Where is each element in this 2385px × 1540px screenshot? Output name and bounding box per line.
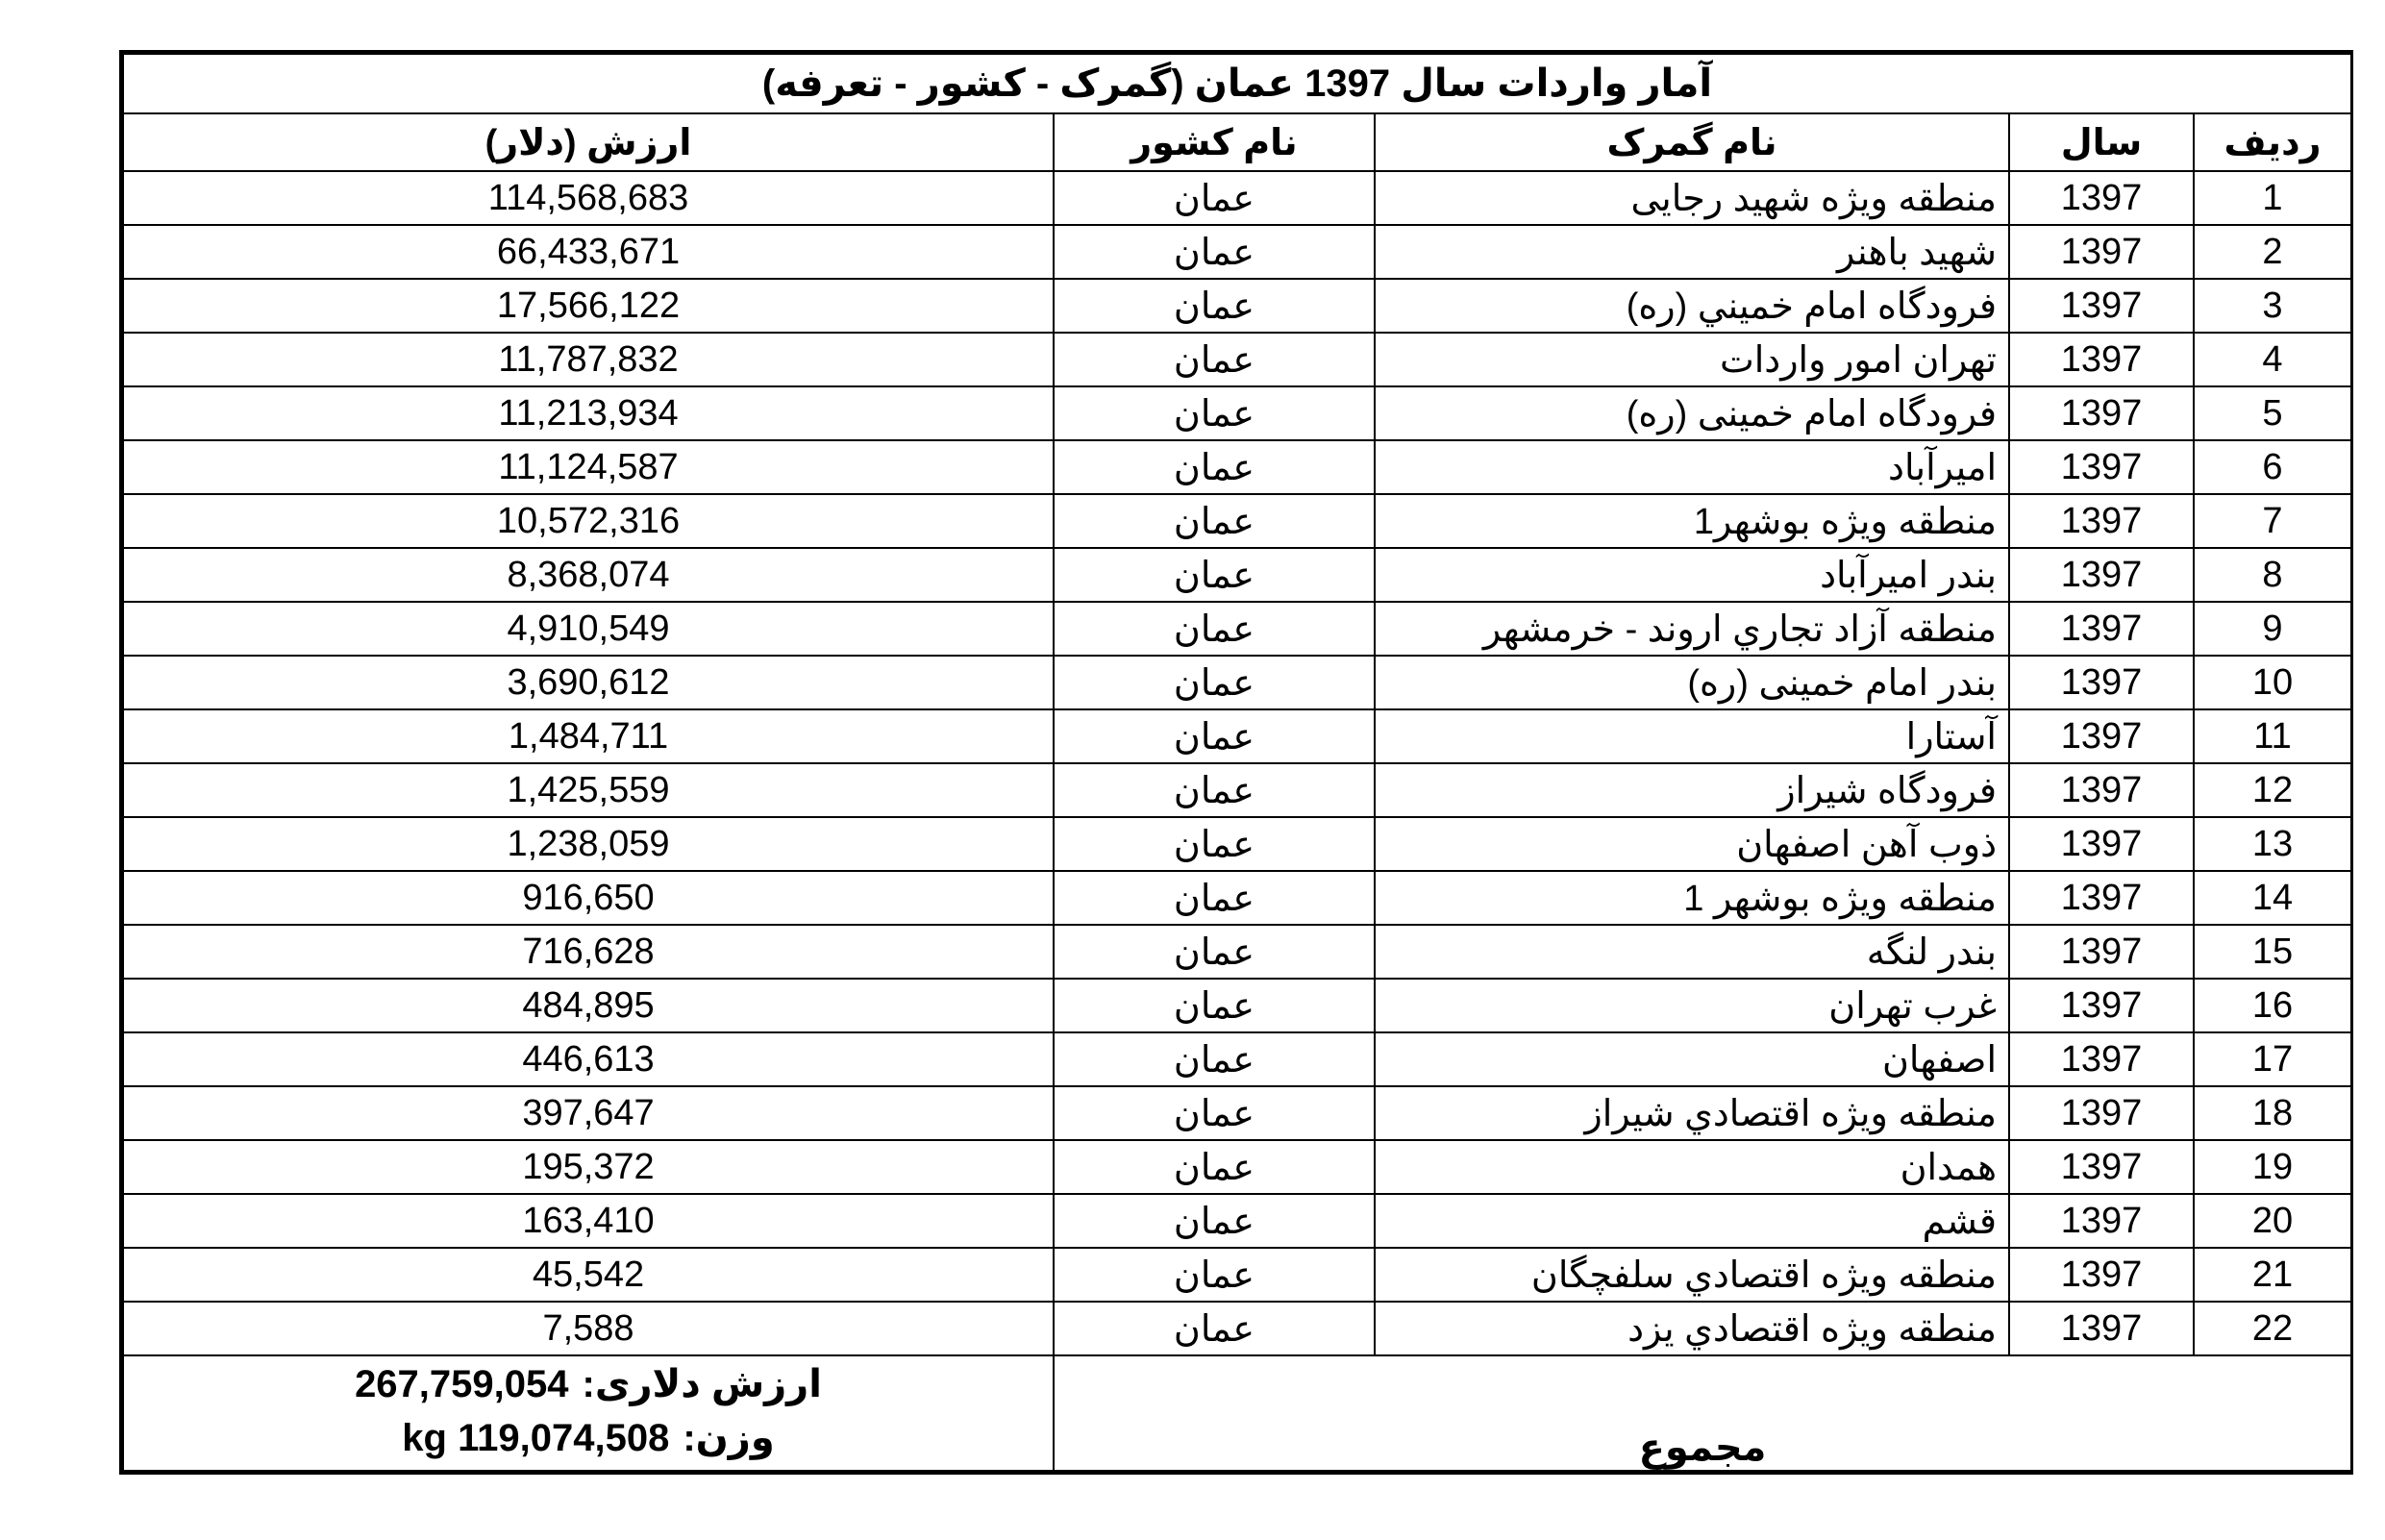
cell-year: 1397 bbox=[2009, 1248, 2194, 1302]
cell-country: عمان bbox=[1054, 1032, 1375, 1086]
table-row bbox=[123, 763, 2351, 817]
cell-year: 1397 bbox=[2009, 709, 2194, 763]
table-row bbox=[123, 979, 2351, 1032]
cell-customs: شهيد باهنر bbox=[1375, 225, 2009, 279]
cell-value: 17,566,122 bbox=[123, 279, 1054, 333]
cell-country: عمان bbox=[1054, 925, 1375, 979]
table-row bbox=[123, 333, 2351, 386]
cell-customs: بندر اميرآباد bbox=[1375, 548, 2009, 602]
cell-index: 16 bbox=[2194, 979, 2351, 1032]
cell-value: 195,372 bbox=[123, 1140, 1054, 1194]
cell-customs: بندر امام خمينی (ره) bbox=[1375, 656, 2009, 709]
table-row bbox=[123, 494, 2351, 548]
table-row bbox=[123, 602, 2351, 656]
cell-index: 13 bbox=[2194, 817, 2351, 871]
cell-value: 163,410 bbox=[123, 1194, 1054, 1248]
cell-customs: اصفهان bbox=[1375, 1032, 2009, 1086]
total-weight: kg 119,074,508 bbox=[402, 1417, 670, 1459]
cell-index: 11 bbox=[2194, 709, 2351, 763]
header-country: نام کشور bbox=[1054, 113, 1375, 171]
cell-value: 114,568,683 bbox=[123, 171, 1054, 225]
cell-country: عمان bbox=[1054, 386, 1375, 440]
cell-index: 3 bbox=[2194, 279, 2351, 333]
cell-index: 21 bbox=[2194, 1248, 2351, 1302]
table-row bbox=[123, 656, 2351, 709]
cell-value: 11,124,587 bbox=[123, 440, 1054, 494]
import-statistics-document bbox=[119, 50, 2353, 1475]
table-row bbox=[123, 1302, 2351, 1355]
cell-index: 10 bbox=[2194, 656, 2351, 709]
cell-country: عمان bbox=[1054, 171, 1375, 225]
cell-customs: منطقه ويژه بوشهر1 bbox=[1375, 494, 2009, 548]
cell-value: 8,368,074 bbox=[123, 548, 1054, 602]
cell-country: عمان bbox=[1054, 1086, 1375, 1140]
cell-year: 1397 bbox=[2009, 925, 2194, 979]
cell-country: عمان bbox=[1054, 817, 1375, 871]
cell-value: 11,213,934 bbox=[123, 386, 1054, 440]
cell-index: 2 bbox=[2194, 225, 2351, 279]
cell-country: عمان bbox=[1054, 1140, 1375, 1194]
cell-country: عمان bbox=[1054, 225, 1375, 279]
table-row bbox=[123, 925, 2351, 979]
cell-customs: ذوب آهن اصفهان bbox=[1375, 817, 2009, 871]
cell-value: 1,484,711 bbox=[123, 709, 1054, 763]
cell-index: 4 bbox=[2194, 333, 2351, 386]
table-row bbox=[123, 279, 2351, 333]
cell-index: 18 bbox=[2194, 1086, 2351, 1140]
cell-customs: همدان bbox=[1375, 1140, 2009, 1194]
table-row bbox=[123, 1086, 2351, 1140]
cell-value: 916,650 bbox=[123, 871, 1054, 925]
cell-value: 7,588 bbox=[123, 1302, 1054, 1355]
cell-value: 11,787,832 bbox=[123, 333, 1054, 386]
cell-index: 15 bbox=[2194, 925, 2351, 979]
cell-index: 12 bbox=[2194, 763, 2351, 817]
table-row bbox=[123, 709, 2351, 763]
cell-year: 1397 bbox=[2009, 1032, 2194, 1086]
cell-year: 1397 bbox=[2009, 333, 2194, 386]
table-row bbox=[123, 225, 2351, 279]
cell-customs: فرودگاه شيراز bbox=[1375, 763, 2009, 817]
cell-value: 484,895 bbox=[123, 979, 1054, 1032]
cell-year: 1397 bbox=[2009, 440, 2194, 494]
cell-index: 6 bbox=[2194, 440, 2351, 494]
header-year: سال bbox=[2009, 113, 2194, 171]
cell-year: 1397 bbox=[2009, 386, 2194, 440]
table-row bbox=[123, 440, 2351, 494]
cell-customs: اميرآباد bbox=[1375, 440, 2009, 494]
table-title: آمار واردات سال 1397 عمان (گمرک - کشور - تعرفه) bbox=[123, 54, 2351, 113]
cell-value: 397,647 bbox=[123, 1086, 1054, 1140]
cell-year: 1397 bbox=[2009, 817, 2194, 871]
cell-customs: منطقه آزاد تجاري اروند - خرمشهر bbox=[1375, 602, 2009, 656]
cell-year: 1397 bbox=[2009, 602, 2194, 656]
table-body bbox=[123, 171, 2351, 1355]
cell-customs: فرودگاه امام خميني (ره) bbox=[1375, 279, 2009, 333]
table-row bbox=[123, 548, 2351, 602]
cell-index: 20 bbox=[2194, 1194, 2351, 1248]
cell-country: عمان bbox=[1054, 548, 1375, 602]
cell-year: 1397 bbox=[2009, 548, 2194, 602]
totals-values-cell bbox=[123, 1355, 1054, 1471]
total-value-label: ارزش دلاری: bbox=[582, 1363, 822, 1405]
table-row bbox=[123, 1248, 2351, 1302]
cell-year: 1397 bbox=[2009, 171, 2194, 225]
cell-index: 8 bbox=[2194, 548, 2351, 602]
cell-year: 1397 bbox=[2009, 225, 2194, 279]
total-weight-label: وزن: bbox=[683, 1417, 775, 1459]
cell-value: 4,910,549 bbox=[123, 602, 1054, 656]
totals-row bbox=[123, 1355, 2351, 1471]
total-value: 267,759,054 bbox=[355, 1363, 569, 1405]
cell-customs: قشم bbox=[1375, 1194, 2009, 1248]
cell-year: 1397 bbox=[2009, 279, 2194, 333]
cell-customs: بندر لنگه bbox=[1375, 925, 2009, 979]
table-row bbox=[123, 1140, 2351, 1194]
cell-customs: منطقه ويژه شهيد رجايی bbox=[1375, 171, 2009, 225]
cell-year: 1397 bbox=[2009, 1194, 2194, 1248]
cell-index: 1 bbox=[2194, 171, 2351, 225]
cell-country: عمان bbox=[1054, 602, 1375, 656]
cell-year: 1397 bbox=[2009, 494, 2194, 548]
cell-customs: تهران امور واردات bbox=[1375, 333, 2009, 386]
totals-label: مجموع bbox=[1054, 1355, 2351, 1471]
cell-customs: منطقه ويژه اقتصادي سلفچگان bbox=[1375, 1248, 2009, 1302]
cell-index: 7 bbox=[2194, 494, 2351, 548]
cell-country: عمان bbox=[1054, 709, 1375, 763]
cell-year: 1397 bbox=[2009, 656, 2194, 709]
cell-country: عمان bbox=[1054, 440, 1375, 494]
cell-year: 1397 bbox=[2009, 763, 2194, 817]
cell-value: 716,628 bbox=[123, 925, 1054, 979]
cell-year: 1397 bbox=[2009, 1302, 2194, 1355]
header-value: ارزش (دلار) bbox=[123, 113, 1054, 171]
header-customs: نام گمرک bbox=[1375, 113, 2009, 171]
cell-value: 3,690,612 bbox=[123, 656, 1054, 709]
cell-year: 1397 bbox=[2009, 1086, 2194, 1140]
cell-value: 66,433,671 bbox=[123, 225, 1054, 279]
cell-country: عمان bbox=[1054, 1194, 1375, 1248]
cell-index: 22 bbox=[2194, 1302, 2351, 1355]
cell-country: عمان bbox=[1054, 656, 1375, 709]
total-value-line bbox=[355, 1362, 822, 1406]
cell-year: 1397 bbox=[2009, 871, 2194, 925]
cell-customs: منطقه ويژه اقتصادي شيراز bbox=[1375, 1086, 2009, 1140]
total-weight-line bbox=[402, 1416, 774, 1460]
cell-country: عمان bbox=[1054, 979, 1375, 1032]
table-row bbox=[123, 1194, 2351, 1248]
cell-country: عمان bbox=[1054, 1302, 1375, 1355]
cell-value: 446,613 bbox=[123, 1032, 1054, 1086]
cell-country: عمان bbox=[1054, 333, 1375, 386]
cell-customs: منطقه ويژه اقتصادي يزد bbox=[1375, 1302, 2009, 1355]
cell-year: 1397 bbox=[2009, 1140, 2194, 1194]
cell-country: عمان bbox=[1054, 871, 1375, 925]
cell-index: 17 bbox=[2194, 1032, 2351, 1086]
cell-customs: منطقه ويژه بوشهر 1 bbox=[1375, 871, 2009, 925]
cell-country: عمان bbox=[1054, 279, 1375, 333]
cell-country: عمان bbox=[1054, 763, 1375, 817]
cell-value: 1,238,059 bbox=[123, 817, 1054, 871]
import-table bbox=[122, 53, 2352, 1472]
cell-country: عمان bbox=[1054, 1248, 1375, 1302]
cell-index: 14 bbox=[2194, 871, 2351, 925]
cell-country: عمان bbox=[1054, 494, 1375, 548]
cell-customs: غرب تهران bbox=[1375, 979, 2009, 1032]
cell-customs: آستارا bbox=[1375, 709, 2009, 763]
cell-index: 5 bbox=[2194, 386, 2351, 440]
cell-value: 10,572,316 bbox=[123, 494, 1054, 548]
table-row bbox=[123, 1032, 2351, 1086]
table-row bbox=[123, 171, 2351, 225]
cell-year: 1397 bbox=[2009, 979, 2194, 1032]
table-row bbox=[123, 386, 2351, 440]
cell-value: 45,542 bbox=[123, 1248, 1054, 1302]
table-row bbox=[123, 871, 2351, 925]
cell-index: 19 bbox=[2194, 1140, 2351, 1194]
cell-index: 9 bbox=[2194, 602, 2351, 656]
header-index: رديف bbox=[2194, 113, 2351, 171]
cell-value: 1,425,559 bbox=[123, 763, 1054, 817]
cell-customs: فرودگاه امام خمينی (ره) bbox=[1375, 386, 2009, 440]
table-row bbox=[123, 817, 2351, 871]
